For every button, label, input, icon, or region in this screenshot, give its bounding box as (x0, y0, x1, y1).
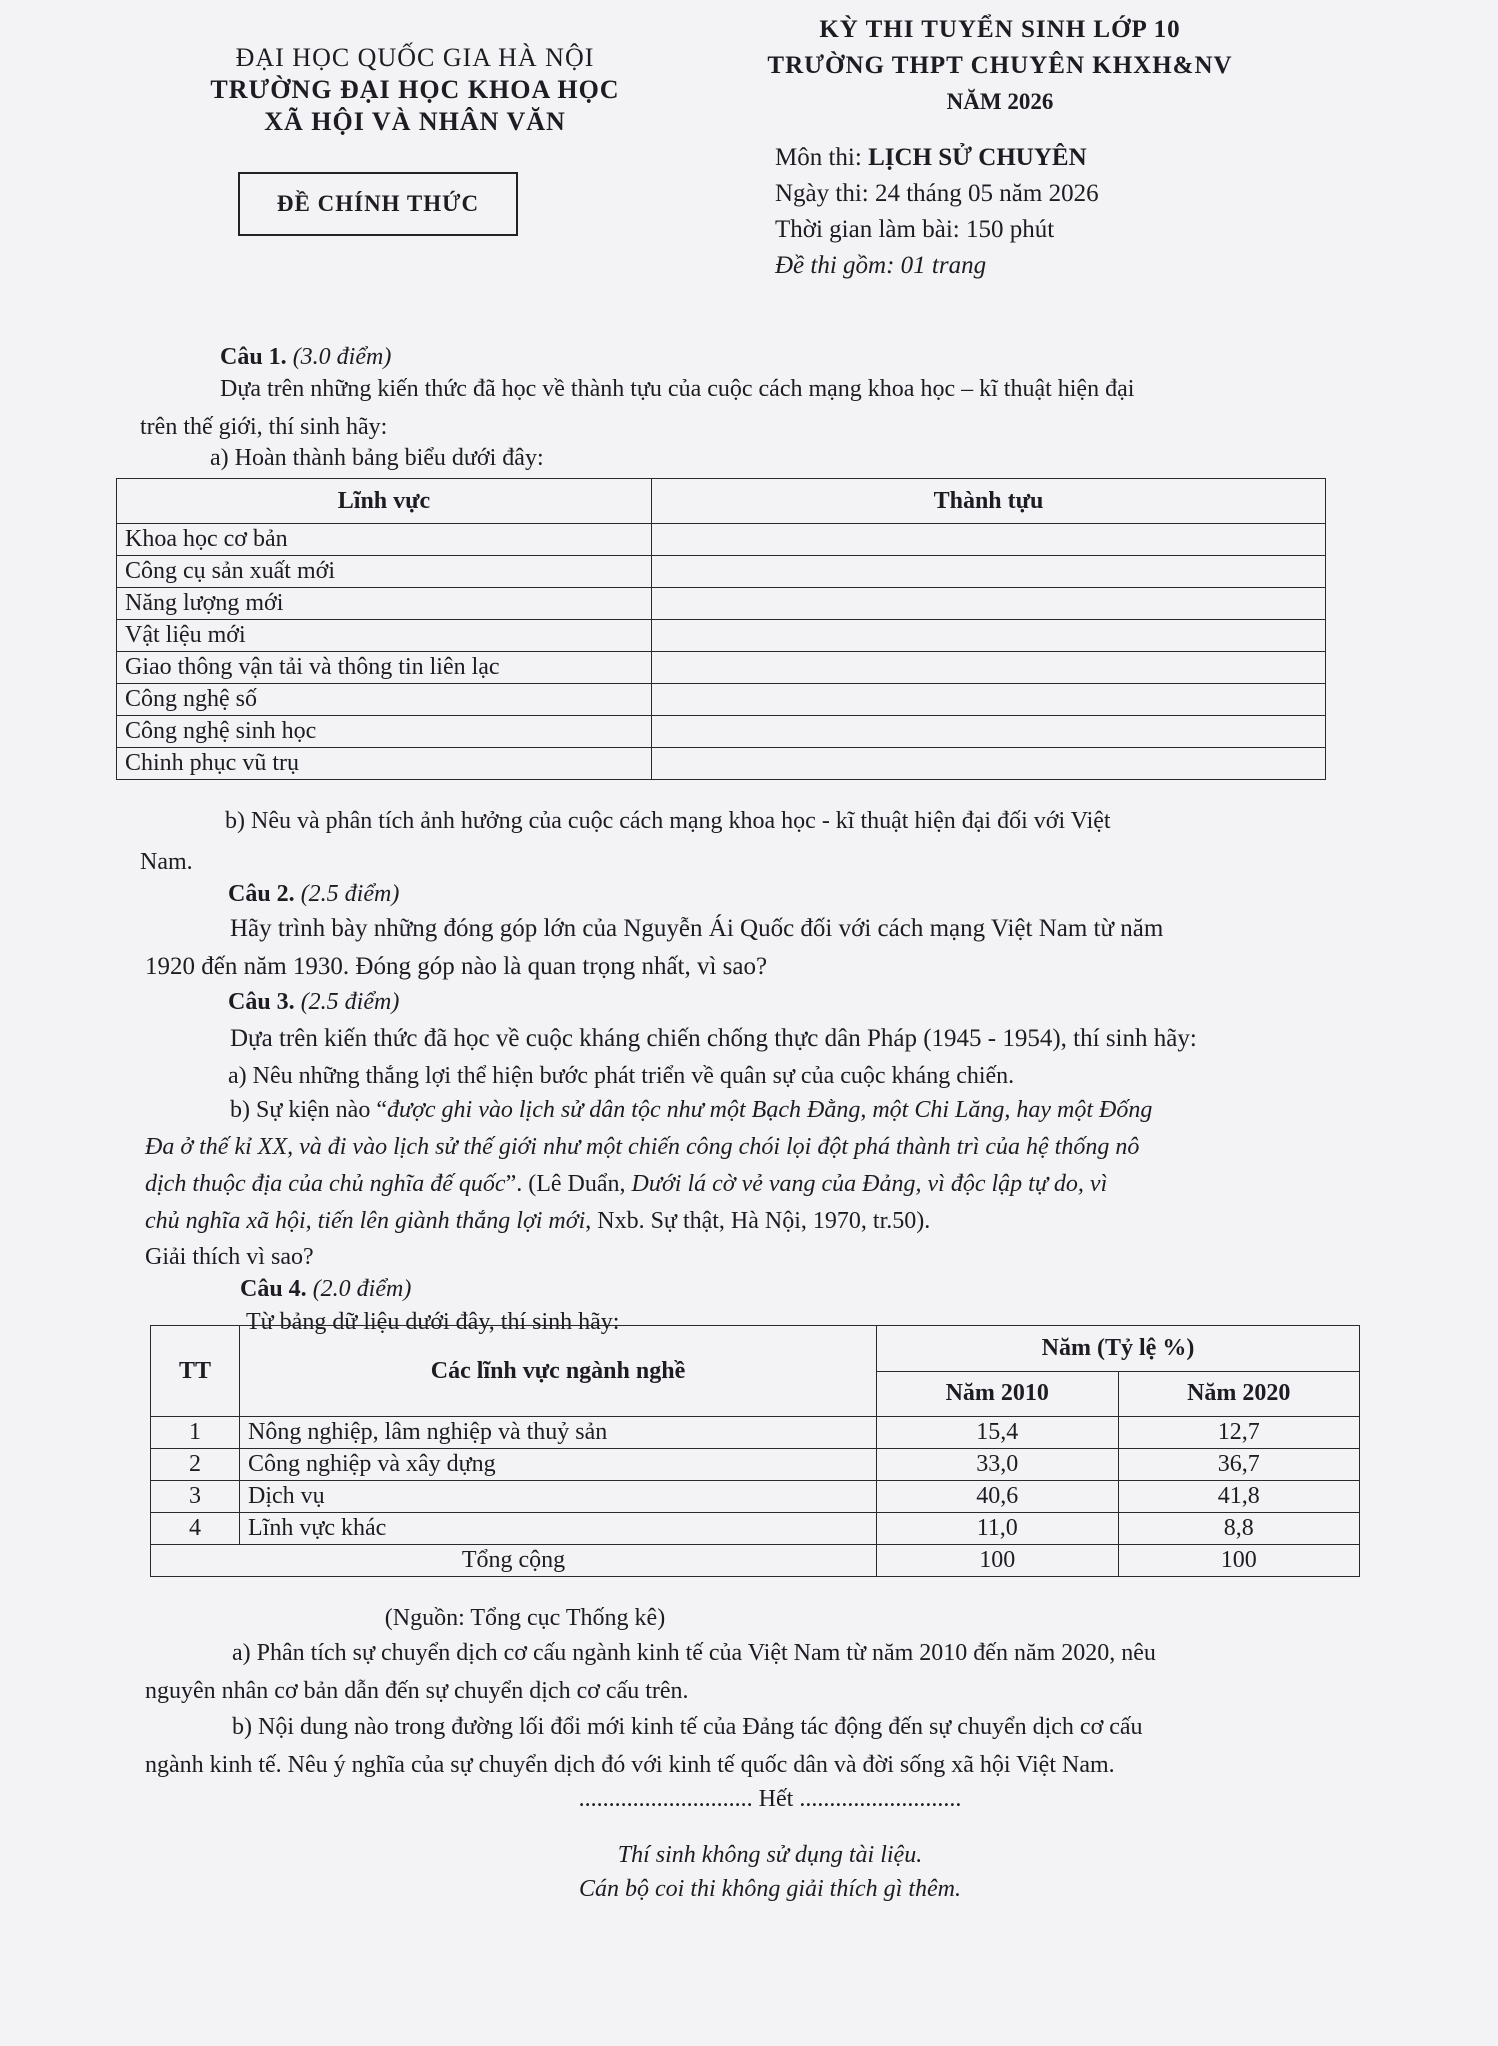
q2-line1: Hãy trình bày những đóng góp lớn của Nguyễn Ái Quốc đối với cách mạng Việt Nam từ năm (230, 915, 1164, 942)
table-row (117, 556, 1326, 588)
q3-title: Câu 3. (228, 989, 295, 1015)
field-cell: Lĩnh vực khác (240, 1513, 877, 1545)
field-cell: Khoa học cơ bản (117, 524, 652, 556)
q4-source: (Nguồn: Tổng cục Thống kê) (384, 1605, 666, 1631)
value-2020-cell: 41,8 (1118, 1481, 1360, 1513)
subject-label: Môn thi: (775, 144, 869, 171)
q3-citation-title-2: chủ nghĩa xã hội, tiến lên giành thắng lợi mới (145, 1208, 586, 1234)
q1-title: Câu 1. (220, 344, 287, 370)
total-label-cell: Tổng cộng (151, 1545, 877, 1577)
q2-points: (2.5 điểm) (300, 881, 400, 907)
q1-part-b-line2: Nam. (140, 849, 193, 875)
q4-part-b-line1: b) Nội dung nào trong đường lối đổi mới kinh tế của Đảng tác động đến sự chuyển dịch cơ cấu (232, 1714, 1143, 1740)
tt-cell: 3 (151, 1481, 240, 1513)
q3-part-b-line1 (230, 1093, 1152, 1127)
footer-note-2: Cán bộ coi thi không giải thích gì thêm. (579, 1876, 961, 1902)
end-label: Hết (758, 1786, 794, 1812)
table-row (117, 748, 1326, 780)
tt-cell: 2 (151, 1449, 240, 1481)
header-2010: Năm 2010 (877, 1371, 1119, 1417)
header-field: Lĩnh vực (117, 479, 652, 524)
end-dots-right: ........................... (799, 1786, 962, 1812)
q3-citation-suffix: , Nxb. Sự thật, Hà Nội, 1970, tr.50). (585, 1208, 931, 1234)
q1-heading (220, 340, 391, 374)
q3-points: (2.5 điểm) (300, 989, 400, 1015)
total-2020-cell: 100 (1118, 1545, 1360, 1577)
q4-part-b-line2: ngành kinh tế. Nêu ý nghĩa của sự chuyển dịch đó với kinh tế quốc dân và đời sống xã hội Việt Nam. (145, 1752, 1115, 1778)
q3-quote-line2: Đa ở thế kỉ XX, và đi vào lịch sử thế giới như một chiến công chói lọi đột phá thành trì của hệ thống nô (145, 1134, 1140, 1160)
value-2010-cell: 11,0 (877, 1513, 1119, 1545)
table-row (151, 1513, 1360, 1545)
value-2010-cell: 15,4 (877, 1417, 1119, 1449)
q4-title: Câu 4. (240, 1276, 307, 1302)
table-row (117, 684, 1326, 716)
university-name: ĐẠI HỌC QUỐC GIA HÀ NỘI (235, 43, 595, 72)
header-tt: TT (151, 1326, 240, 1417)
tt-cell: 1 (151, 1417, 240, 1449)
q2-heading (228, 877, 399, 911)
value-2010-cell: 40,6 (877, 1481, 1119, 1513)
field-cell: Công nghệ số (117, 684, 652, 716)
achievement-cell (652, 716, 1326, 748)
q4-part-a-line1: a) Phân tích sự chuyển dịch cơ cấu ngành kinh tế của Việt Nam từ năm 2010 đến năm 2020, nêu (232, 1640, 1156, 1666)
q3-quote-line3 (145, 1167, 1107, 1201)
table-row (117, 716, 1326, 748)
q1-part-a: a) Hoàn thành bảng biểu dưới đây: (210, 445, 544, 471)
q3-citation-prefix: ”. (Lê Duẩn, (505, 1171, 632, 1197)
table-row (117, 652, 1326, 684)
field-cell: Giao thông vận tải và thông tin liên lạc (117, 652, 652, 684)
exam-year: NĂM 2026 (946, 89, 1054, 114)
q3-quote-line1: được ghi vào lịch sử dân tộc như một Bạch Đằng, một Chi Lăng, hay một Đống (386, 1097, 1153, 1123)
q3-line1: Dựa trên kiến thức đã học về cuộc kháng chiến chống thực dân Pháp (1945 - 1954), thí sinh hãy: (230, 1025, 1197, 1052)
exam-info (775, 140, 1099, 284)
achievement-cell (652, 684, 1326, 716)
q3-part-a: a) Nêu những thắng lợi thể hiện bước phát triển về quân sự của cuộc kháng chiến. (228, 1063, 1015, 1089)
q4-heading (240, 1272, 411, 1306)
faculty-name-line1: TRƯỜNG ĐẠI HỌC KHOA HỌC (210, 75, 620, 104)
table-row (117, 524, 1326, 556)
q1-part-b-line1: b) Nêu và phân tích ảnh hưởng của cuộc cách mạng khoa học - kĩ thuật hiện đại đối với Việt (225, 808, 1111, 834)
value-2020-cell: 8,8 (1118, 1513, 1360, 1545)
q4-table (150, 1325, 1360, 1577)
q3-citation-line (145, 1204, 930, 1238)
field-cell: Chinh phục vũ trụ (117, 748, 652, 780)
q4-part-a-line2: nguyên nhân cơ bản dẫn đến sự chuyển dịch cơ cấu trên. (145, 1678, 689, 1704)
exam-date: Ngày thi: 24 tháng 05 năm 2026 (775, 180, 1099, 207)
exam-pages: Đề thi gồm: 01 trang (775, 252, 987, 279)
achievement-cell (652, 524, 1326, 556)
header-left (180, 42, 650, 138)
total-2010-cell: 100 (877, 1545, 1119, 1577)
q3-part-b-prefix: b) Sự kiện nào “ (230, 1097, 387, 1123)
q3-quote-end: dịch thuộc địa của chủ nghĩa đế quốc (145, 1171, 506, 1197)
header-achievement: Thành tựu (652, 479, 1326, 524)
field-cell: Vật liệu mới (117, 620, 652, 652)
q1-intro-line1: Dựa trên những kiến thức đã học về thành tựu của cuộc cách mạng khoa học – kĩ thuật hiện đại (220, 376, 1135, 402)
official-exam-label: ĐỀ CHÍNH THỨC (276, 191, 480, 216)
field-cell: Công nghệ sinh học (117, 716, 652, 748)
table-header-row (151, 1326, 1360, 1372)
achievement-cell (652, 588, 1326, 620)
q2-title: Câu 2. (228, 881, 295, 907)
header-2020: Năm 2020 (1118, 1371, 1360, 1417)
achievement-cell (652, 556, 1326, 588)
table-total-row (151, 1545, 1360, 1577)
table-header-row (117, 479, 1326, 524)
field-cell: Dịch vụ (240, 1481, 877, 1513)
footer-note-1: Thí sinh không sử dụng tài liệu. (617, 1842, 923, 1868)
tt-cell: 4 (151, 1513, 240, 1545)
exam-title: KỲ THI TUYỂN SINH LỚP 10 (819, 16, 1181, 43)
table-row (151, 1449, 1360, 1481)
achievement-cell (652, 748, 1326, 780)
subject-line (775, 140, 1099, 176)
faculty-name-line2: XÃ HỘI VÀ NHÂN VĂN (264, 107, 566, 136)
q3-citation-title-1: Dưới lá cờ vẻ vang của Đảng, vì độc lập tự do, vì (631, 1171, 1108, 1197)
end-marker (420, 1782, 1120, 1816)
table-row (151, 1481, 1360, 1513)
q3-heading (228, 985, 399, 1019)
q3-explain: Giải thích vì sao? (145, 1244, 314, 1270)
q1-points: (3.0 điểm) (292, 344, 392, 370)
value-2020-cell: 12,7 (1118, 1417, 1360, 1449)
q4-points: (2.0 điểm) (312, 1276, 412, 1302)
header-year-group: Năm (Tỷ lệ %) (877, 1326, 1360, 1372)
q2-line2: 1920 đến năm 1930. Đóng góp nào là quan trọng nhất, vì sao? (145, 953, 768, 980)
header-right (720, 12, 1280, 120)
table-row (117, 588, 1326, 620)
field-cell: Công nghiệp và xây dựng (240, 1449, 877, 1481)
achievement-cell (652, 652, 1326, 684)
subject-value: LỊCH SỬ CHUYÊN (868, 144, 1087, 171)
field-cell: Công cụ sản xuất mới (117, 556, 652, 588)
achievement-cell (652, 620, 1326, 652)
value-2020-cell: 36,7 (1118, 1449, 1360, 1481)
q1-table (116, 478, 1326, 780)
value-2010-cell: 33,0 (877, 1449, 1119, 1481)
end-dots-left: ............................. (578, 1786, 753, 1812)
field-cell: Nông nghiệp, lâm nghiệp và thuỷ sản (240, 1417, 877, 1449)
exam-duration: Thời gian làm bài: 150 phút (775, 216, 1055, 243)
header-field: Các lĩnh vực ngành nghề (240, 1326, 877, 1417)
table-row (151, 1417, 1360, 1449)
school-name: TRƯỜNG THPT CHUYÊN KHXH&NV (767, 52, 1233, 79)
official-exam-box (238, 172, 518, 236)
q1-intro-line2: trên thế giới, thí sinh hãy: (140, 414, 388, 440)
table-row (117, 620, 1326, 652)
q4-intro: Từ bảng dữ liệu dưới đây, thí sinh hãy: (246, 1309, 620, 1335)
field-cell: Năng lượng mới (117, 588, 652, 620)
